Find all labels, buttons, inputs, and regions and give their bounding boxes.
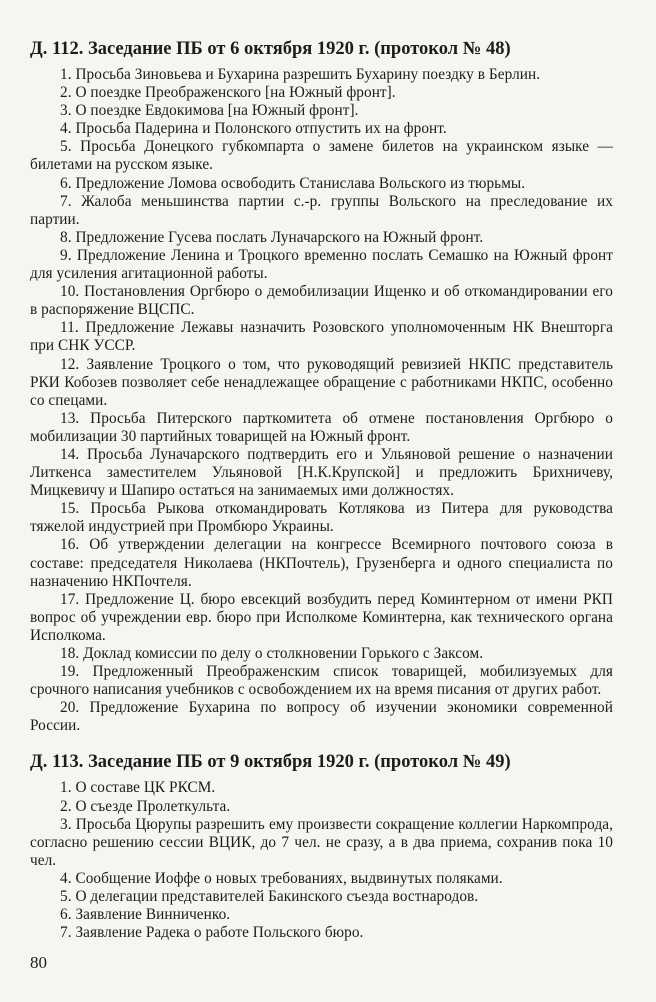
list-item: 2. О съезде Пролеткульта.: [60, 797, 231, 815]
list-item: 11. Предложение Лежавы назначить Розовского уполномоченным НК Внешторга при СНК УССР.: [30, 319, 613, 355]
list-item: 10. Постановления Оргбюро о демобилизации Ищенко и об откомандировании его в распоряжение ВЦСПС.: [30, 283, 613, 319]
list-item: 7. Жалоба меньшинства партии с.-р. группы Вольского на преследование их партии.: [30, 192, 613, 228]
list-item: 20. Предложение Бухарина по вопросу об изучении экономики современной России.: [30, 699, 613, 735]
section-heading-112: Д. 112. Заседание ПБ от 6 октября 1920 г. (протокол № 48): [30, 39, 511, 59]
document-page: [30, 28, 613, 942]
list-item: 5. Просьба Донецкого губкомпарта о замене билетов на украинском языке — билетами на русском языке.: [30, 138, 613, 174]
list-item: 19. Предложенный Преображенским список товарищей, мобилизуемых для срочного написания учебников с освобождением их на время писания от других работ.: [30, 663, 613, 699]
list-item: 2. О поездке Преображенского [на Южный фронт].: [60, 84, 396, 102]
list-item: 5. О делегации представителей Бакинского съезда востнародов.: [60, 888, 479, 906]
list-item: 6. Заявление Винниченко.: [60, 906, 231, 924]
list-item: 4. Просьба Падерина и Полонского отпустить их на фронт.: [60, 120, 447, 138]
list-item: 4. Сообщение Иоффе о новых требованиях, выдвинутых поляками.: [60, 869, 503, 887]
list-item: 12. Заявление Троцкого о том, что руководящий ревизией НКПС представитель РКИ Кобозев позволяет себе ненадлежащее обращение с работниками НКПС, особенно со спецами.: [30, 355, 613, 409]
list-item: 15. Просьба Рыкова откомандировать Котлякова из Питера для руководства тяжелой индустрией при Промбюро Украины.: [30, 500, 613, 536]
list-item: 7. Заявление Радека о работе Польского бюро.: [60, 924, 364, 942]
list-item: 14. Просьба Луначарского подтвердить его и Ульяновой решение о назначении Литкенса заместителем Ульяновой [Н.К.Крупской] и предложить Брихничеву, Мицкевичу и Шапиро остаться на занимаемых ими должностях.: [30, 445, 613, 500]
list-item: 3. О поездке Евдокимова [на Южный фронт].: [60, 102, 359, 120]
list-item: 17. Предложение Ц. бюро евсекций возбудить перед Коминтерном от имени РКП вопрос об учреждении евр. бюро при Исполкоме Коминтерна, как технического органа Исполкома.: [30, 590, 613, 644]
section-heading-113: Д. 113. Заседание ПБ от 9 октября 1920 г. (протокол № 49): [30, 752, 511, 773]
list-item: 16. Об утверждении делегации на конгрессе Всемирного почтового союза в составе: председателя Николаева (НКПочтель), Грузенберга и одного специалиста по назначению НКПочтеля.: [30, 536, 613, 590]
list-item: 9. Предложение Ленина и Троцкого временно послать Семашко на Южный фронт для усиления агитационной работы.: [30, 246, 613, 283]
page-number: 80: [30, 953, 47, 972]
list-item: 8. Предложение Гусева послать Луначарского на Южный фронт.: [60, 228, 484, 246]
list-item: 1. О составе ЦК РКСМ.: [60, 779, 216, 797]
list-item: 1. Просьба Зиновьева и Бухарина разрешить Бухарину поездку в Берлин.: [60, 66, 541, 83]
list-item: 3. Просьба Цюрупы разрешить ему произвести сокращение коллегии Наркомпрода, согласно решению сессии ВЦИК, до 7 чел. не сразу, а в два приема, сохранив пока 10 чел.: [30, 815, 613, 869]
list-item: 18. Доклад комиссии по делу о столкновении Горького с Заксом.: [60, 645, 484, 662]
list-item: 6. Предложение Ломова освободить Станислава Вольского из тюрьмы.: [60, 174, 526, 192]
list-item: 13. Просьба Питерского парткомитета об отмене постановления Оргбюро о мобилизации 30 партийных товарищей на Южный фронт.: [30, 409, 613, 445]
